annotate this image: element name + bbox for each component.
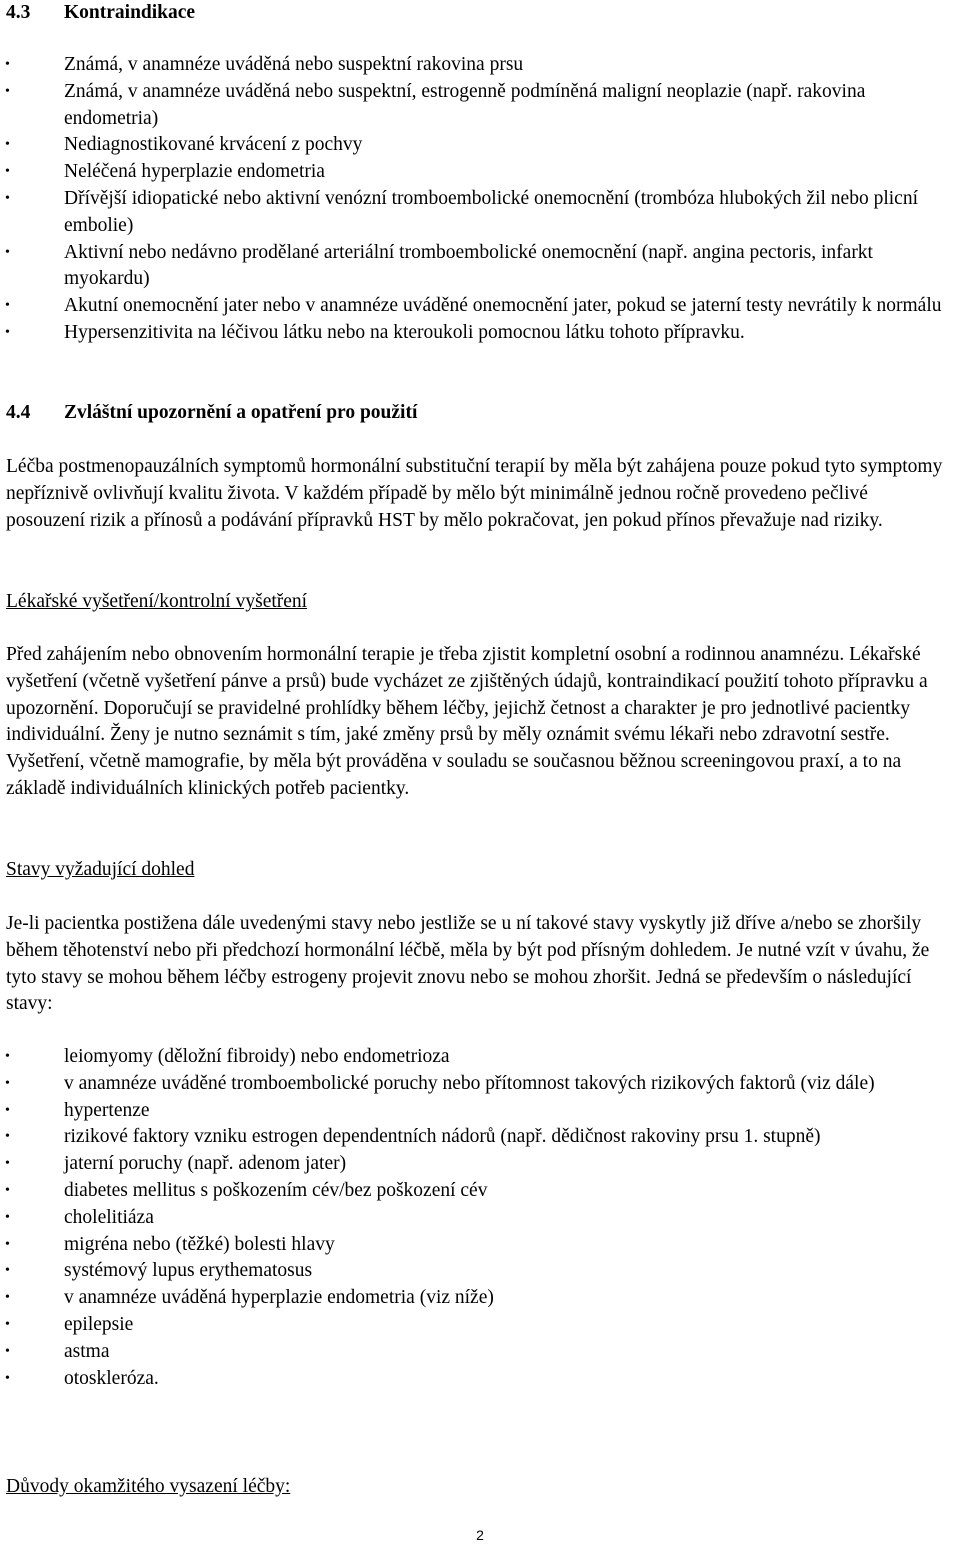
list-item: • leiomyomy (děložní fibroidy) nebo endometrioza	[0, 1044, 950, 1071]
list-item: • Známá, v anamnéze uváděná nebo suspektní, estrogenně podmíněná maligní neoplazie (např. rakovina endometria)	[5, 80, 866, 129]
list-item: • Hypersenzitivita na léčivou látku nebo na kteroukoli pomocnou látku tohoto přípravku.	[0, 320, 950, 347]
list-item: • migréna nebo (těžké) bolesti hlavy	[0, 1232, 950, 1259]
list-item: • rizikové faktory vzniku estrogen dependentních nádorů (např. dědičnost rakoviny prsu 1. stupně)	[0, 1124, 950, 1151]
list-item: • diabetes mellitus s poškozením cév/bez poškození cév	[0, 1178, 950, 1205]
monitoring-paragraph: Je-li pacientka postižena dále uvedenými stavy nebo jestliže se u ní takové stavy vyskytly již dříve a/nebo se zhoršily během těhotenství nebo při předchozí hormonální léčbě, měla by být pod přísným dohledem. Je nutné vzít v úvahu, že tyto stavy se mohou během léčby estrogeny projevit znovu nebo se mohou zhoršit. Jedná se především o následující stavy:	[6, 913, 930, 1015]
exam-paragraph: Před zahájením nebo obnovením hormonální terapie je třeba zjistit kompletní osobní a rodinnou anamnézu. Lékařské vyšetření (včetně vyšetření pánve a prsů) bude vycházet ze zjištěných údajů, kontraindikací použití tohoto přípravku a upozornění. Doporučují se pravidelné prohlídky během léčby, jejichž četnost a charakter je pro jednotlivé pacientky individuální. Ženy je nutno seznámit s tím, jaké změny prsů by měly oznámit svému lékaři nebo zdravotní sestře. Vyšetření, včetně mamografie, by měla být prováděna v souladu se současnou běžnou screeningovou praxí, a to na základě individuálních klinických potřeb pacientky.	[6, 644, 928, 799]
bullet-icon: •	[5, 57, 10, 72]
section-heading-warnings	[6, 400, 417, 427]
list-item: • cholelitiáza	[0, 1205, 950, 1232]
bullet-icon: •	[5, 83, 10, 99]
list-item: • Akutní onemocnění jater nebo v anamnéze uváděné onemocnění jater, pokud se jaterní testy nevrátily k normálu	[0, 293, 950, 320]
bullet-icon: •	[5, 298, 10, 314]
bullet-icon: •	[5, 1343, 10, 1359]
bullet-icon: •	[5, 1075, 10, 1091]
bullet-icon: •	[5, 164, 10, 180]
list-item: • otoskleróza.	[0, 1366, 950, 1393]
section-title: Kontraindikace	[64, 2, 196, 23]
bullet-icon: •	[5, 324, 10, 340]
monitoring-subheading: Stavy vyžadující dohled	[6, 859, 195, 880]
exam-subheading: Lékařské vyšetření/kontrolní vyšetření	[6, 591, 308, 612]
page-number: 2	[476, 1527, 484, 1543]
list-item: • v anamnéze uváděné tromboembolické poruchy nebo přítomnost takových rizikových faktorů (viz dále)	[0, 1071, 950, 1098]
warnings-intro-paragraph: Léčba postmenopauzálních symptomů hormonální substituční terapií by měla být zahájena pouze pokud tyto symptomy nepříznivě ovlivňují kvalitu života. V každém případě by mělo být minimálně jednou ročně provedeno pečlivé posouzení rizik a přínosů a podávání přípravků HST by mělo pokračovat, jen pokud přínos převažuje nad riziky.	[6, 456, 943, 531]
bullet-icon: •	[5, 244, 10, 260]
bullet-icon: •	[5, 1263, 10, 1279]
bullet-icon: •	[5, 1236, 10, 1252]
bullet-icon: •	[5, 1370, 10, 1386]
list-item: • Dřívější idiopatické nebo aktivní venózní tromboembolické onemocnění (trombóza hlubokých žil nebo plicní embolie)	[5, 187, 918, 236]
bullet-icon: •	[5, 190, 10, 206]
bullet-icon: •	[5, 1316, 10, 1332]
list-item: • v anamnéze uváděná hyperplazie endometria (viz níže)	[0, 1285, 950, 1312]
monitoring-conditions-list	[0, 1044, 950, 1392]
list-item: • Neléčená hyperplazie endometria	[0, 159, 950, 186]
bullet-icon: •	[5, 137, 10, 153]
list-item: • astma	[0, 1339, 950, 1366]
list-item: • jaterní poruchy (např. adenom jater)	[0, 1151, 950, 1178]
section-title: Zvláštní upozornění a opatření pro použití	[64, 402, 418, 423]
bullet-icon: •	[5, 1102, 10, 1118]
list-item: • epilepsie	[0, 1312, 950, 1339]
list-item: • systémový lupus erythematosus	[0, 1258, 950, 1285]
bullet-icon: •	[5, 1156, 10, 1172]
list-item: • Nediagnostikované krvácení z pochvy	[0, 132, 950, 159]
list-item: • Aktivní nebo nedávno prodělané arteriální tromboembolické onemocnění (např. angina pectoris, infarkt myokardu)	[5, 241, 873, 290]
bullet-icon: •	[5, 1049, 10, 1064]
section-number: 4.4	[6, 402, 31, 423]
section-number: 4.3	[6, 2, 31, 23]
contraindications-list	[0, 52, 950, 347]
bullet-icon: •	[5, 1182, 10, 1198]
bullet-icon: •	[5, 1129, 10, 1145]
discontinuation-subheading: Důvody okamžitého vysazení léčby:	[6, 1476, 291, 1497]
list-item: • Známá, v anamnéze uváděná nebo suspektní rakovina prsu	[0, 52, 950, 79]
list-item: • hypertenze	[0, 1098, 950, 1125]
section-heading-contraindications	[6, 0, 195, 27]
bullet-icon: •	[5, 1209, 10, 1225]
bullet-icon: •	[5, 1290, 10, 1306]
